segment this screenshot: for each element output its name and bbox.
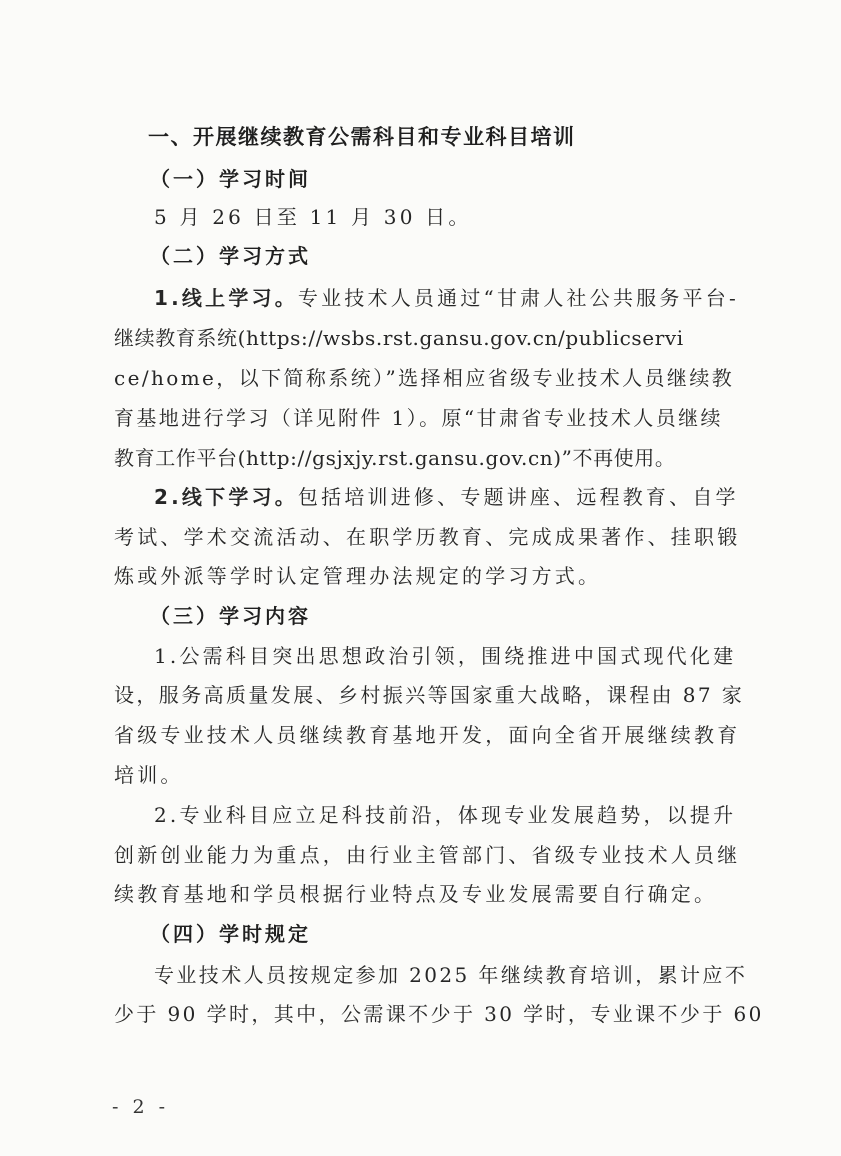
online-study-line-1: 1.线上学习。专业技术人员通过“甘肃人社公共服务平台-	[154, 286, 739, 310]
offline-study-line-3: 炼或外派等学时认定管理办法规定的学习方式。	[114, 564, 602, 588]
page-number: - 2 -	[112, 1096, 170, 1118]
main-heading: 一、开展继续教育公需科目和专业科目培训	[148, 125, 576, 149]
section-heading-study-hours: （四）学时规定	[150, 922, 311, 946]
section-heading-study-content: （三）学习内容	[150, 604, 311, 628]
offline-study-line-1: 2.线下学习。包括培训进修、专题讲座、远程教育、自学	[154, 485, 739, 509]
professional-subject-line-1: 2.专业科目应立足科技前沿，体现专业发展趋势，以提升	[154, 803, 737, 827]
study-time-text: 5 月 26 日至 11 月 30 日。	[154, 205, 472, 229]
professional-subject-line-3: 续教育基地和学员根据行业特点及专业发展需要自行确定。	[114, 882, 718, 906]
offline-study-lead: 2.线下学习。	[154, 485, 298, 509]
online-study-line-3: ce/home，以下简称系统）”选择相应省级专业技术人员继续教	[114, 366, 735, 390]
public-subject-line-3: 省级专业技术人员继续教育基地开发，面向全省开展继续教育	[114, 723, 741, 747]
public-subject-line-1: 1.公需科目突出思想政治引领，围绕推进中国式现代化建	[154, 644, 737, 668]
section-heading-study-time: （一）学习时间	[150, 167, 311, 191]
online-study-line-4: 育基地进行学习（详见附件 1）。原“甘肃省专业技术人员继续	[114, 406, 723, 430]
online-study-line-5: 教育工作平台(http://gsjxjy.rst.gansu.gov.cn)”不再使用。	[114, 446, 676, 470]
online-study-line-2: 继续教育系统(https://wsbs.rst.gansu.gov.cn/publicservi	[114, 326, 684, 350]
public-subject-line-2: 设，服务高质量发展、乡村振兴等国家重大战略，课程由 87 家	[114, 683, 745, 707]
section-heading-study-method: （二）学习方式	[150, 244, 311, 268]
online-study-lead: 1.线上学习。	[154, 286, 298, 310]
public-subject-line-4: 培训。	[114, 763, 184, 787]
study-hours-line-2: 少于 90 学时，其中，公需课不少于 30 学时，专业课不少于 60	[114, 1002, 764, 1026]
study-hours-line-1: 专业技术人员按规定参加 2025 年继续教育培训，累计应不	[154, 963, 748, 987]
offline-study-line-2: 考试、学术交流活动、在职学历教育、完成成果著作、挂职锻	[114, 525, 741, 549]
professional-subject-line-2: 创新创业能力为重点，由行业主管部门、省级专业技术人员继	[114, 843, 741, 867]
